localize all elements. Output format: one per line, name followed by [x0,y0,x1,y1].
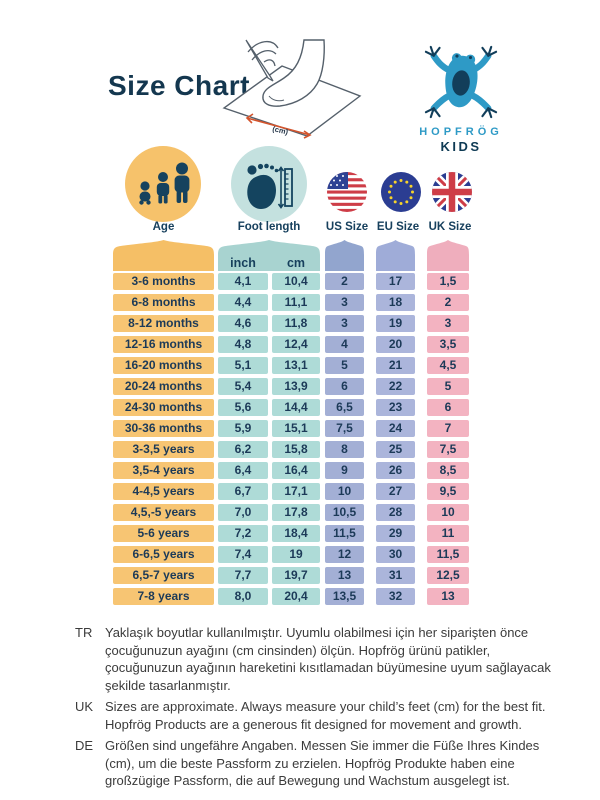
foot-tracing-illustration [212,36,367,141]
uk-size-cell: 13 [427,588,469,605]
cm-subheader: cm [286,256,306,270]
us-size-cell: 13 [325,567,364,584]
age-cell: 20-24 months [113,378,214,395]
eu-size-cell: 31 [376,567,415,584]
legend-label-eu-size: EU Size [376,221,420,233]
footer-note [75,624,553,694]
age-cell: 6,5-7 years [113,567,214,584]
age-cell: 3-6 months [113,273,214,290]
uk-size-cell: 3,5 [427,336,469,353]
us-size-cell: 13,5 [325,588,364,605]
table-row [113,525,469,542]
eu-size-cell: 17 [376,273,415,290]
frog-icon [421,44,501,120]
us-size-cell: 6 [325,378,364,395]
cm-cell: 15,8 [272,441,320,458]
language-label: UK [75,699,94,714]
legend-label-us-size: US Size [325,221,369,233]
age-cell: 4,5,-5 years [113,504,214,521]
cm-cell: 20,4 [272,588,320,605]
cm-cell: 13,9 [272,378,320,395]
eu-size-cell: 24 [376,420,415,437]
uk-flag-icon [432,172,472,212]
age-cell: 6-6,5 years [113,546,214,563]
table-row [113,294,469,311]
age-cell: 3,5-4 years [113,462,214,479]
table-rows [113,273,469,609]
age-column-arch [113,240,214,271]
age-circle [125,146,201,222]
inch-cell: 4,8 [218,336,268,353]
legend-label-uk-size: UK Size [428,221,472,233]
uk-size-cell: 8,5 [427,462,469,479]
inch-cell: 6,7 [218,483,268,500]
cm-cell: 19,7 [272,567,320,584]
table-row [113,336,469,353]
language-label: TR [75,625,93,640]
cm-dimension-label: (cm) [271,124,290,137]
inch-cell: 5,6 [218,399,268,416]
cm-cell: 14,4 [272,399,320,416]
us-size-cell: 8 [325,441,364,458]
table-row [113,399,469,416]
brand-subname: KIDS [440,139,482,154]
uk-column-arch [427,240,469,271]
inch-cell: 4,4 [218,294,268,311]
uk-size-cell: 11,5 [427,546,469,563]
legend-label-age: Age [152,221,175,233]
us-size-cell: 3 [325,315,364,332]
footer-note [75,737,553,790]
table-row [113,315,469,332]
table-row [113,273,469,290]
footprint-ruler-icon [231,146,307,222]
family-icon [125,146,201,222]
age-cell: 3-3,5 years [113,441,214,458]
note-text: Größen sind ungefähre Angaben. Messen Sie immer die Füße Ihres Kindes (cm), um die beste Passform zu erzielen. Hopfrög Produkte haben eine großzügige Passform, die auf Bewegung und Wachstum ausgelegt ist. [105,738,540,788]
eu-size-cell: 30 [376,546,415,563]
eu-size-cell: 27 [376,483,415,500]
cm-cell: 15,1 [272,420,320,437]
age-cell: 24-30 months [113,399,214,416]
inch-cell: 5,9 [218,420,268,437]
eu-size-cell: 29 [376,525,415,542]
cm-cell: 13,1 [272,357,320,374]
inch-cell: 8,0 [218,588,268,605]
cm-cell: 17,8 [272,504,320,521]
uk-size-cell: 4,5 [427,357,469,374]
eu-size-cell: 22 [376,378,415,395]
table-row [113,420,469,437]
legend-label-foot-length: Foot length [237,221,301,233]
eu-size-cell: 21 [376,357,415,374]
age-cell: 8-12 months [113,315,214,332]
inch-subheader: inch [230,256,256,270]
cm-cell: 19 [272,546,320,563]
eu-size-cell: 26 [376,462,415,479]
table-row [113,462,469,479]
note-text: Sizes are approximate. Always measure your child’s feet (cm) for the best fit. Hopfrög Products are a generous fit designed for movement and growth. [105,699,546,732]
inch-cell: 7,7 [218,567,268,584]
table-row [113,378,469,395]
cm-cell: 11,8 [272,315,320,332]
table-row [113,357,469,374]
uk-size-cell: 9,5 [427,483,469,500]
age-cell: 30-36 months [113,420,214,437]
foot-length-column-arch [218,240,320,271]
table-row [113,504,469,521]
eu-size-cell: 23 [376,399,415,416]
eu-column-arch [376,240,415,271]
inch-cell: 7,0 [218,504,268,521]
us-size-cell: 12 [325,546,364,563]
table-row [113,588,469,605]
us-flag-icon [327,172,367,212]
uk-size-cell: 7 [427,420,469,437]
us-size-cell: 2 [325,273,364,290]
uk-size-cell: 5 [427,378,469,395]
brand-name: HOPFRÖG [419,126,503,138]
page-title: Size Chart [108,70,250,101]
inch-cell: 4,6 [218,315,268,332]
cm-cell: 16,4 [272,462,320,479]
uk-size-cell: 1,5 [427,273,469,290]
footer-note [75,698,553,733]
us-size-cell: 6,5 [325,399,364,416]
language-label: DE [75,738,94,753]
inch-cell: 4,1 [218,273,268,290]
size-table [113,240,469,612]
note-text: Yaklaşık boyutlar kullanılmıştır. Uyumlu olabilmesi için her siparişten önce çocuğunuzun ayağını (cm cinsinden) ölçün. Hopfrög ürünü patikler, çocuğunuzun ayağının hareketini kısıtlamadan büyümesine uyum sağlayacak şekilde tasarlanmıştır. [105,625,551,693]
foot-length-circle [231,146,307,222]
us-size-cell: 9 [325,462,364,479]
cm-cell: 17,1 [272,483,320,500]
inch-cell: 5,4 [218,378,268,395]
uk-size-cell: 10 [427,504,469,521]
age-cell: 12-16 months [113,336,214,353]
cm-cell: 10,4 [272,273,320,290]
age-cell: 6-8 months [113,294,214,311]
eu-size-cell: 32 [376,588,415,605]
us-size-cell: 10 [325,483,364,500]
cm-cell: 11,1 [272,294,320,311]
age-cell: 4-4,5 years [113,483,214,500]
age-cell: 7-8 years [113,588,214,605]
eu-size-cell: 18 [376,294,415,311]
uk-size-cell: 7,5 [427,441,469,458]
inch-cell: 6,4 [218,462,268,479]
brand-logo [405,44,517,154]
us-size-cell: 11,5 [325,525,364,542]
footer-notes [75,624,553,794]
inch-cell: 6,2 [218,441,268,458]
table-row [113,441,469,458]
inch-cell: 5,1 [218,357,268,374]
us-size-cell: 4 [325,336,364,353]
age-cell: 16-20 months [113,357,214,374]
us-size-cell: 5 [325,357,364,374]
age-cell: 5-6 years [113,525,214,542]
eu-flag-icon [381,172,421,212]
inch-cell: 7,2 [218,525,268,542]
eu-size-cell: 20 [376,336,415,353]
cm-cell: 12,4 [272,336,320,353]
cm-cell: 18,4 [272,525,320,542]
uk-size-cell: 3 [427,315,469,332]
eu-size-cell: 25 [376,441,415,458]
uk-size-cell: 11 [427,525,469,542]
us-size-cell: 10,5 [325,504,364,521]
table-row [113,483,469,500]
us-column-arch [325,240,364,271]
eu-size-cell: 28 [376,504,415,521]
uk-size-cell: 6 [427,399,469,416]
us-size-cell: 7,5 [325,420,364,437]
uk-size-cell: 12,5 [427,567,469,584]
table-row [113,567,469,584]
eu-size-cell: 19 [376,315,415,332]
us-size-cell: 3 [325,294,364,311]
inch-cell: 7,4 [218,546,268,563]
uk-size-cell: 2 [427,294,469,311]
table-row [113,546,469,563]
